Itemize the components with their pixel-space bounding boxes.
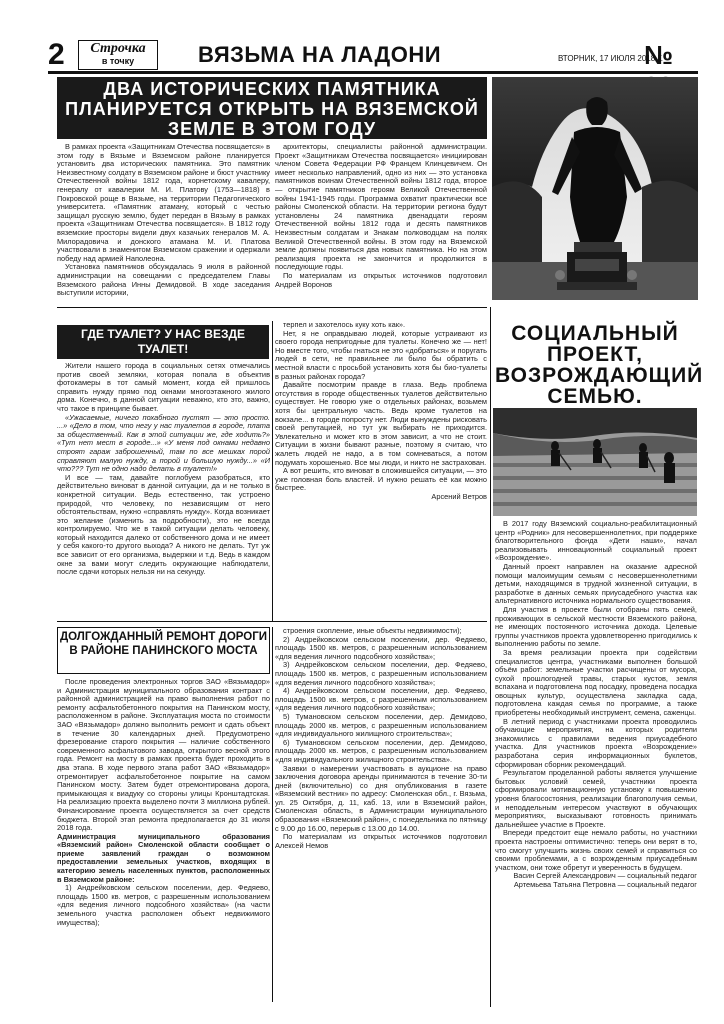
- toilet-author: Арсений Ветров: [431, 491, 487, 501]
- lead-paragraph: Установка памятников обсуждалась 9 июля в районной администрации на совещании с председателем Главы Вяземского района Инны Демидовой. В ходе заседания выступили историки,: [57, 262, 270, 298]
- social-author: Артемьева Татьяна Петровна — социальный педагог: [513, 879, 697, 889]
- newspaper-logo: [78, 40, 158, 70]
- divider: [272, 627, 273, 1002]
- land-notice-item: строения скопление, иные объекты недвижимости);: [283, 627, 462, 635]
- lead-headline: ДВА ИСТОРИЧЕСКИХ ПАМЯТНИКА ПЛАНИРУЕТСЯ ОТКРЫТЬ НА ВЯЗЕМСКОЙ ЗЕМЛЕ В ЭТОМ ГОДУ: [57, 77, 487, 139]
- land-notice-item: 4) Андрейковском сельском поселении, дер. Федяево, площадь 1500 кв. метров, с разрешенным использованием «для ведения личного подсобного хозяйства»;: [275, 686, 487, 713]
- divider: [272, 321, 273, 621]
- toilet-column-1: [57, 362, 270, 616]
- social-paragraph: Данный проект направлен на оказание адресной помощи малоимущим семьям с несовершеннолетними детьми, находящимся в трудной жизненной ситуации, в разработке в данных семьях приусадебного участка как альтернативного источника нормального существования.: [495, 561, 697, 606]
- toilet-paragraph: И все — там, давайте поглобуем разобраться, кто действительно виноват в данной ситуации, да и не только в конкретной ситуации. Ведь естественно, так устроено природой, что человеку, по независящим от него обстоятельствам, нужно «справлять нужду». Когда возникает это желание (изменить за подробности), это не всегда контролируемо. Что же в такой ситуации делать человеку, который находится далеко от собственного дома и не имеет у себя какого-то другого выхода? А никого не делать. Тут уж все зависит от его организма, выдержки и т.д. Ведь в каждом окне за вами могут следить окружающие наблюдатели, после сдачи которых нельзя ни на секунду.: [57, 472, 270, 577]
- divider: [57, 307, 487, 308]
- toilet-column-2: [275, 321, 487, 616]
- social-paragraph: В 2017 году Вяземский социально-реабилитационный центр «Родник» для несовершеннолетних, при поддержке благотворительного фонда «Дети наши», начал реализовывать инновационный социальный проект «Возрождение».: [495, 520, 697, 563]
- land-notice-item: 2) Андрейковском сельском поселении, дер. Федяево, площадь 1500 кв. метров, с разрешенным использованием «для ведения личного подсобного хозяйства»;: [275, 634, 487, 661]
- social-paragraph: За время реализации проекта при содействии специалистов центра, участниками выполнен большой объём работ: земельные участки расчищены от мусора, сухой прошлогодней травы, старых кустов, земля вспахана и подготовлена под посадку, проведена посадка овощных культур, осуществлена закладка сада, подготовлена каждая семья по программе, а также приобретены необходимый инструмент, семена, саженцы.: [495, 647, 697, 718]
- toilet-paragraph: Жители нашего города в социальных сетях отмечались против своей земляки, которая попала в объектив фотокамеры в тот самый момент, когда ей пришлось справить нужду прямо под окнами многоэтажного жилого дома. Конечно, в данной ситуации неважно, кто это, важно, что такое в принципе бывает.: [57, 362, 270, 413]
- logo-title: Строчка: [90, 41, 146, 56]
- toilet-paragraph: Давайте посмотрим правде в глаза. Ведь проблема отсутствия в городе общественных туалетов действительно существует. Не говорю уже о отдельных районах, возьмем хотя бы центральную часть. Ведь кроме туалетов на вокзале... в городе попросту нет. Люди вынуждены рисковать своей репутацией, но тут уж выбирать не приходится. Увлекательно и может кто в этом зависит, а что не стоит. Ситуации в жизни бывают разные, поэтому я считаю, что жалеть людей не надо, а в том сомневаться, а потом подумать хорошенько. Все мы люди, и никто не застрахован.: [275, 380, 487, 467]
- land-notice-heading: Администрация муниципального образования «Вяземский район» Смоленской области сообщает о приеме заявлений граждан о возможном предоставлении земельных участков, входящих в категорию земель населенных пунктов, расположенных в Вяземском районе:: [57, 831, 270, 884]
- lead-paragraph: В рамках проекта «Защитникам Отечества посвящается» в этом году в Вязьме и Вяземском районе планируется установить два исторических памятника. Это памятник Неизвестному солдату в Вяземском районе и бюст участнику Отечественной войны 1812 года, корнетскому кавалеру, генералу от кавалерии М. И. Платову (1753—1818) в Покровской роще в Вязьме, на территории Педагогического университета. «Памятник атаману, который с честью защищал русскую землю, будет передан в Вязьму в рамках проекта «Защитникам Отечества посвящается». В 1812 году вяземские просторы видели двух казачьих генералов М. А. Милорадовича и донского атамана М. И. Платова участвовали в знаменитом Вяземском сражении и одержали победу над армией Наполеона.: [57, 143, 270, 263]
- social-paragraph: Результатом проделанной работы является улучшение бытовых условий семей, участники проекта сформировали мотивационную установку к повышению уровня благосостояния, реализации благополучия семьи, и неподдельным интересом участвуют в обучающих мероприятиях, высказывают готовность принимать дальнейшее участие в Проекте.: [495, 768, 697, 829]
- toilet-paragraph: А вот решить, кто виноват в сложившейся ситуации, — это уже головная боль властей. И нужно решать её как можно быстрее.: [275, 466, 487, 493]
- social-paragraph: В летний период с участниками проекта проводились обучающие мероприятия, на которых родители знакомились с правилами ведения приусадебного участка. Для участников проекта «Возрождение» разработана серия информационных буклетов, сформирован сборник рекомендаций.: [495, 716, 697, 769]
- road-paragraph: После проведения электронных торгов ЗАО «Вязьмадор» и Администрация муниципального образования контракт с районной администрацией на право выполнения работ по ремонту асфальтобетонного покрытия на Панинском мосту, расположенном в районе. Эксплуатация моста по стоимости ЗАО «Вязьмадор» должно выполнить ремонт и сдать объект в течение 30 календарных дней. Предусмотрено фрезерование старого покрытия — наличие собственного современного асфальтового завода, открытого весной этого года. Ремонт на мосту в рамках проекта будет проходить в два этапа. В ходе первого этапа работ ЗАО «Вязьмадор» отремонтирует асфальтобетонное покрытие на самом Панинском мосту. Затем будет отремонтирована дорога, примыкающая к виадуку со стороны улицы Кронштадтская. На реализацию проекта выделено почти 3 миллиона рублей. Финансирование проекта осуществляется за счет средств бюджета. Второй этап ремонта предполагается до 31 июля 2018 года.: [57, 678, 270, 833]
- land-notice-item: 5) Тумановском сельском поселении, дер. Демидово, площадь 2000 кв. метров, с разрешенным использованием «для индивидуального жилищного строительства»;: [275, 711, 487, 739]
- social-author: Васин Сергей Александрович — социальный педагог: [513, 871, 697, 881]
- lead-paragraph: архитекторы, специалисты районной администрации. Проект «Защитникам Отечества посвящается» инициирован членом Совета Федерации РФ Францем Клинцевичем. Он имеет несколько направлений, одно из них — это установка памятников воинам Отечественной войны 1812 года, второе — открытие памятников героям Великой Отечественной войны 1941-1945 годы. Программа охватит практически все районы Смоленской области. На территории региона будут установлены 24 памятника двенадцати героям Отечественной войны 1812 года и десять памятников Неизвестным солдатам и Знакам полководцам на полях Великой Отечественной войны. В этом году на Вяземской земле должны появиться два новых памятника. Но на этом реализация проекта не закончится и продолжится в последующие годы.: [275, 143, 487, 272]
- lead-column-1: [57, 143, 270, 303]
- garden-photo: [493, 408, 697, 516]
- toilet-paragraph: Нет, я не оправдываю людей, которые устраивают из своего города непригодные для туалеты. Конечно же — нет! Но вместе того, чтобы гнаться не это «добраться» и поругать людей в сети, не правильнее ли было бы обратить с местной власти с просьбой установить хотя бы био-туалеты в разных районах города?: [275, 328, 487, 381]
- social-paragraph: Для участия в проекте были отобраны пять семей, проживающих в сельской местности Вяземского района, не имеющих постоянного источника дохода. Целевые группы участников проекта удовлетворенно пригодились к выполнению работы по земле.: [495, 604, 697, 649]
- issue-date: ВТОРНИК, 17 ИЮЛЯ 2018 Г.: [558, 54, 663, 63]
- social-paragraph: Впереди предстоит еще немало работы, но участники проекта настроены оптимистично: теперь они верят в то, что смогут улучшить жизнь своих семей и справиться со своими проблемами, а с возрожденным приусадебным участком, они тоже обретут и уверенность в будущем.: [495, 828, 697, 872]
- social-headline: СОЦИАЛЬНЫЙ ПРОЕКТ, ВОЗРОЖДАЮЩИЙ СЕМЬЮ.: [495, 322, 704, 408]
- divider: [490, 307, 491, 1007]
- logo-subtitle: в точку: [101, 56, 135, 66]
- toilet-paragraph: терпел и захотелось куку хоть как».: [283, 321, 406, 329]
- lead-paragraph: По материалам из открытых источников подготовил Андрей Воронов: [275, 270, 487, 289]
- toilet-quote: «Ужасаемые, ничего похабного пустят — это просто. ...» «Дело в том, что негу у нас туалетов в городе, плата за общественный. Как в этой ситуации же, где ходить?» «Тут нет мест в городе...» «У меня под окнами недавно строят гараж заброшенный, там по все мешках порой справляют малую нужду, а порой и большую нужду...» «И что??? Тут не одно надо делать в туалет!»: [57, 412, 270, 474]
- land-notice-item: 3) Андрейковском сельском поселении, дер. Федяево, площадь 1500 кв. метров, с разрешенным использованием «для ведения личного подсобного хозяйства»;: [275, 660, 487, 687]
- road-author: По материалам из открытых источников подготовил Алексей Немов: [275, 832, 487, 850]
- page-number: 2: [48, 38, 65, 71]
- land-notice-item: Заявки о намерении участвовать в аукционе на право заключения договора аренды принимаются в течение 30-ти дней (включительно) со дня опубликования в газете «Вяземский вестник» по адресу: Смоленская обл., г. Вязьма, ул. 25 Октября, д. 11, каб. 13, или в Вяземский район, Смоленская область, в Администрации муниципального образования «Вяземский район», с понедельника по пятницу с 9.00 до 16.00, перерыв с 13.00 до 14.00.: [275, 763, 487, 833]
- lead-column-2: [275, 143, 487, 303]
- road-column-1: [57, 678, 270, 1002]
- section-title: ВЯЗЬМА НА ЛАДОНИ: [198, 42, 442, 67]
- land-notice-item: 1) Андрейковском сельском поселении, дер. Федяево, площадь 1500 кв. метров, с разрешенным использованием «для ведения личного подсобного хозяйства» (на части земельного участка расположен объект недвижимого имущества);: [57, 883, 270, 927]
- divider: [57, 621, 487, 622]
- masthead: [48, 36, 698, 74]
- social-column: [495, 520, 697, 1004]
- monument-photo: [492, 77, 698, 300]
- toilet-headline: ГДЕ ТУАЛЕТ? У НАС ВЕЗДЕ ТУАЛЕТ!: [57, 325, 269, 359]
- issue-number: №: [644, 40, 673, 70]
- road-column-2: [275, 627, 487, 1002]
- land-notice-item: 6) Тумановском сельском поселении, дер. Демидово, площадь 2000 кв. метров, с разрешенным использованием «для индивидуального жилищного строительства».: [275, 737, 487, 764]
- road-headline: ДОЛГОЖДАННЫЙ РЕМОНТ ДОРОГИ В РАЙОНЕ ПАНИНСКОГО МОСТА: [57, 627, 270, 674]
